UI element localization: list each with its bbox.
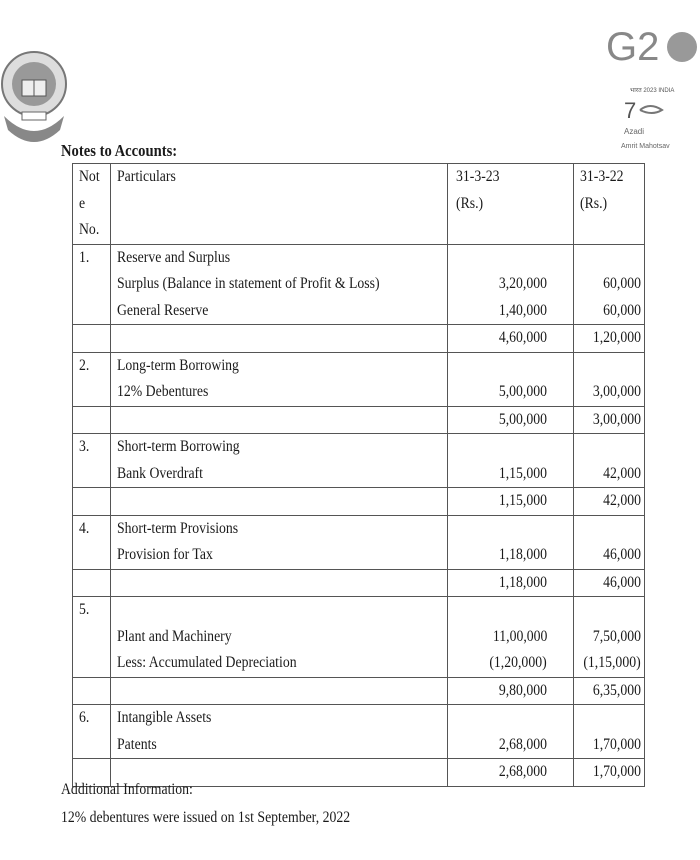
value-31-3-23 xyxy=(448,516,547,543)
particular-line xyxy=(117,597,447,624)
particular-line: Surplus (Balance in statement of Profit & Loss) xyxy=(117,275,380,292)
value-31-3-23: (1,20,000) xyxy=(489,654,547,671)
note-number: 2. xyxy=(73,352,111,406)
note-row xyxy=(73,515,645,569)
value-31-3-22: 60,000 xyxy=(602,275,641,292)
value-31-3-23 xyxy=(448,705,547,732)
value-31-3-23: 2,68,000 xyxy=(498,735,547,753)
empty-cell xyxy=(73,488,111,516)
note-total-row xyxy=(73,569,645,597)
note-total-row xyxy=(73,406,645,434)
amount-31-3-23-cell xyxy=(448,244,574,325)
total-31-3-22: 1,20,000 xyxy=(574,325,645,353)
value-31-3-22: 7,50,000 xyxy=(592,627,641,645)
amount-31-3-22-cell xyxy=(574,434,645,488)
empty-cell xyxy=(73,569,111,597)
note-row xyxy=(73,597,645,678)
empty-cell xyxy=(111,569,448,597)
amount-31-3-23-cell xyxy=(448,352,574,406)
empty-cell xyxy=(73,325,111,353)
svg-text:Azadi: Azadi xyxy=(624,127,645,136)
total-31-3-22: 42,000 xyxy=(574,488,645,516)
note-total-row xyxy=(73,325,645,353)
note-row xyxy=(73,352,645,406)
note-number: 6. xyxy=(73,705,111,759)
note-number: 1. xyxy=(73,244,111,325)
empty-cell xyxy=(111,677,448,705)
value-31-3-23: 3,20,000 xyxy=(498,275,547,292)
particular-line: General Reserve xyxy=(117,301,209,319)
svg-text:Amrit Mahotsav: Amrit Mahotsav xyxy=(621,143,670,150)
particular-line: Patents xyxy=(117,735,157,753)
value-31-3-23: 11,00,000 xyxy=(492,627,547,645)
note-number: 3. xyxy=(73,434,111,488)
value-31-3-22 xyxy=(574,597,641,624)
particular-line: Less: Accumulated Depreciation xyxy=(117,654,297,671)
total-31-3-22: 3,00,000 xyxy=(574,406,645,434)
empty-cell xyxy=(73,406,111,434)
particulars-cell xyxy=(111,434,448,488)
empty-cell xyxy=(73,677,111,705)
value-31-3-22: 46,000 xyxy=(602,546,641,563)
particulars-cell xyxy=(111,705,448,759)
value-31-3-22 xyxy=(574,705,641,732)
value-31-3-22 xyxy=(574,516,641,543)
amount-31-3-23-cell xyxy=(448,515,574,569)
amount-31-3-22-cell xyxy=(574,705,645,759)
header-31-3-23: 31-3-23 (Rs.) xyxy=(448,164,574,245)
total-31-3-23: 1,15,000 xyxy=(448,488,574,516)
value-31-3-23 xyxy=(448,597,547,624)
particular-line: Intangible Assets xyxy=(117,709,212,726)
amount-31-3-22-cell xyxy=(574,515,645,569)
empty-cell xyxy=(111,488,448,516)
amount-31-3-22-cell xyxy=(574,244,645,325)
svg-text:G2: G2 xyxy=(606,25,660,69)
total-31-3-22: 46,000 xyxy=(574,569,645,597)
value-31-3-23: 1,40,000 xyxy=(498,301,547,319)
total-31-3-23: 2,68,000 xyxy=(448,759,574,787)
additional-information xyxy=(61,776,397,832)
g20-logo xyxy=(600,14,700,154)
total-31-3-23: 5,00,000 xyxy=(448,406,574,434)
particulars-cell xyxy=(111,244,448,325)
value-31-3-22 xyxy=(574,434,641,461)
particular-line: Short-term Borrowing xyxy=(117,438,240,455)
particular-line: 12% Debentures xyxy=(117,383,209,400)
note-row xyxy=(73,705,645,759)
header-particulars: Particulars xyxy=(111,164,448,245)
additional-heading: Additional Information: xyxy=(61,781,193,798)
table-header-row xyxy=(73,164,645,245)
particular-line: Long-term Borrowing xyxy=(117,356,239,374)
note-number: 5. xyxy=(73,597,111,678)
particular-line: Bank Overdraft xyxy=(117,464,203,482)
total-31-3-23: 1,18,000 xyxy=(448,569,574,597)
particular-line: Plant and Machinery xyxy=(117,627,232,645)
empty-cell xyxy=(111,406,448,434)
cbse-emblem-logo xyxy=(0,34,74,154)
amount-31-3-23-cell xyxy=(448,705,574,759)
value-31-3-22 xyxy=(574,353,641,380)
total-31-3-22: 6,35,000 xyxy=(574,677,645,705)
particulars-cell xyxy=(111,352,448,406)
value-31-3-22: 3,00,000 xyxy=(592,383,641,400)
total-31-3-22: 1,70,000 xyxy=(574,759,645,787)
particular-line: Provision for Tax xyxy=(117,546,213,563)
svg-text:7: 7 xyxy=(624,98,637,123)
value-31-3-22: 60,000 xyxy=(602,301,641,319)
value-31-3-23: 1,18,000 xyxy=(498,546,547,563)
value-31-3-22: (1,15,000) xyxy=(583,654,641,671)
amount-31-3-22-cell xyxy=(574,597,645,678)
value-31-3-23: 1,15,000 xyxy=(498,464,547,482)
total-31-3-23: 9,80,000 xyxy=(448,677,574,705)
particular-line: Reserve and Surplus xyxy=(117,248,231,266)
particulars-cell xyxy=(111,597,448,678)
note-row xyxy=(73,434,645,488)
note-total-row xyxy=(73,488,645,516)
value-31-3-22: 1,70,000 xyxy=(592,735,641,753)
header-note-no: Not e No. xyxy=(73,164,111,245)
header-31-3-22: 31-3-22 (Rs.) xyxy=(574,164,645,245)
amount-31-3-23-cell xyxy=(448,597,574,678)
value-31-3-22: 42,000 xyxy=(602,464,641,482)
value-31-3-22 xyxy=(574,245,641,272)
total-31-3-23: 4,60,000 xyxy=(448,325,574,353)
amount-31-3-23-cell xyxy=(448,434,574,488)
svg-text:भारत 2023 INDIA: भारत 2023 INDIA xyxy=(630,88,675,94)
note-total-row xyxy=(73,677,645,705)
particular-line: Short-term Provisions xyxy=(117,519,239,537)
value-31-3-23 xyxy=(448,434,547,461)
note-row xyxy=(73,244,645,325)
value-31-3-23 xyxy=(448,245,547,272)
note-number: 4. xyxy=(73,515,111,569)
notes-table xyxy=(72,163,645,787)
empty-cell xyxy=(111,325,448,353)
additional-text: 12% debentures were issued on 1st September, 2022 xyxy=(61,809,351,826)
value-31-3-23 xyxy=(448,353,547,380)
amount-31-3-22-cell xyxy=(574,352,645,406)
particulars-cell xyxy=(111,515,448,569)
value-31-3-23: 5,00,000 xyxy=(498,383,547,400)
section-title: Notes to Accounts: xyxy=(61,141,178,160)
